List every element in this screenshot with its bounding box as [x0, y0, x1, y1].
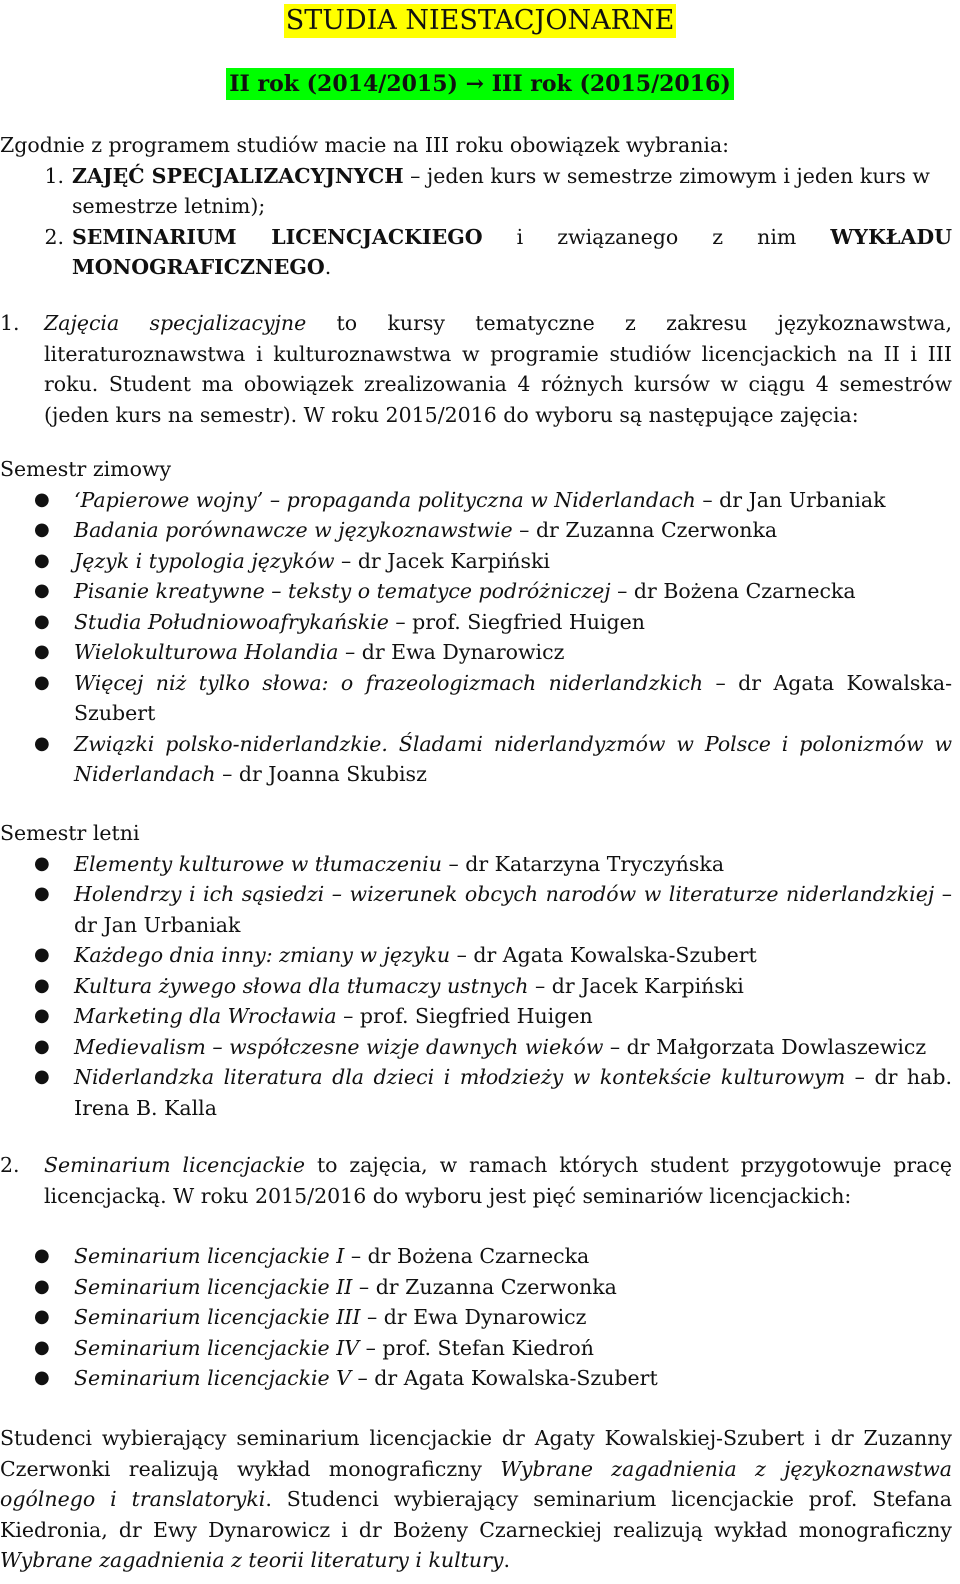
list-item [0, 1333, 952, 1364]
list-item [0, 222, 952, 283]
course-teacher: – dr Agata Kowalska-Szubert [450, 943, 757, 967]
course-entry [74, 1032, 952, 1063]
bullet-icon: ● [34, 610, 50, 632]
course-entry [74, 879, 952, 940]
list-item [0, 1001, 952, 1032]
bullet-icon: ● [34, 549, 50, 571]
course-title: Niderlandzka literatura dla dzieci i młodzieży w kontekście kulturowym [74, 1065, 846, 1089]
bullet-icon: ● [34, 1066, 50, 1087]
winter-course-list [0, 485, 952, 790]
section-text [44, 308, 952, 430]
bullet-icon: ● [34, 1245, 50, 1266]
course-title: Marketing dla Wrocławia [74, 1004, 337, 1028]
seminar-teacher: – prof. Stefan Kiedroń [359, 1335, 594, 1360]
seminar-entry [74, 1363, 952, 1394]
section-term: Zajęcia specjalizacyjne [44, 311, 307, 335]
item-bold: SEMINARIUM LICENCJACKIEGO [72, 224, 483, 249]
seminar-entry [74, 1241, 952, 1272]
bullet-icon: ● [34, 1005, 50, 1026]
section-2-paragraph [0, 1150, 952, 1211]
summer-semester [0, 818, 952, 1123]
seminar-title: Seminarium licencjackie IV [74, 1335, 360, 1360]
lecture-title-1: Wybrane zagadnienia z językoznawstwa ogólnego i translatoryki [0, 1456, 953, 1511]
arrow-icon: → [465, 71, 485, 97]
title-row [0, 4, 960, 38]
course-entry [74, 607, 952, 638]
list-item [0, 1302, 952, 1333]
bullet-icon: ● [34, 1035, 50, 1057]
course-teacher: – dr Jacek Karpiński [334, 548, 550, 573]
item-text [72, 161, 952, 222]
list-item [0, 668, 952, 729]
lecture-title-2: Wybrane zagadnienia z teorii literatury i kultury [0, 1548, 504, 1572]
closing-paragraph [0, 1423, 952, 1576]
course-title: Badania porównawcze w językoznawstwie [74, 518, 513, 542]
bullet-icon: ● [34, 1367, 50, 1388]
course-title: Studia Południowoafrykańskie [74, 609, 389, 634]
course-entry [74, 1001, 952, 1032]
course-entry [74, 729, 952, 790]
section-term: Seminarium licencjackie [44, 1153, 306, 1177]
course-title: Związki polsko-niderlandzkie. Śladami niderlandyzmów w Polsce i polonizmów w Niderlandach [74, 731, 952, 786]
course-teacher: – dr hab. Irena B. Kalla [74, 1065, 952, 1120]
bullet-icon: ● [34, 974, 50, 996]
section-number: 2. [0, 1153, 20, 1177]
section-text [44, 1150, 952, 1211]
course-entry [74, 576, 952, 607]
course-entry [74, 668, 952, 729]
closing-text-2: . Studenci wybierający seminarium licencjackie prof. Stefana Kiedronia, dr Ewy Dynarowicz i dr Bożeny Czarneckiej realizują wykład monograficzny [0, 1487, 952, 1542]
list-item [0, 1363, 952, 1394]
section-body: to kursy tematyczne z zakresu językoznawstwa, literaturoznawstwa i kulturoznawstwa w programie studiów licencjackich na II i III roku. Student ma obowiązek zrealizowania 4 różnych kursów w ciągu 4 semestrów (jeden kurs na semestr). W roku 2015/2016 do wyboru są następujące zajęcia: [44, 311, 952, 427]
section-2 [0, 1150, 952, 1394]
seminar-entry [74, 1272, 952, 1303]
bullet-icon: ● [34, 852, 50, 874]
subtitle-row [0, 68, 960, 100]
course-title: Holendrzy i ich sąsiedzi – wizerunek obcych narodów w literaturze niderlandzkiej [74, 882, 935, 906]
course-teacher: – dr Jacek Karpiński [528, 973, 744, 998]
course-entry [74, 546, 952, 577]
list-item [0, 546, 952, 577]
list-item [0, 729, 952, 790]
years-to: III rok (2015/2016) [491, 71, 731, 97]
course-teacher: – dr Agata Kowalska-Szubert [74, 670, 952, 725]
list-item [0, 1062, 952, 1123]
closing-section [0, 1423, 952, 1576]
item-number: 1. [44, 163, 64, 188]
course-teacher: – prof. Siegfried Huigen [336, 1004, 593, 1028]
bullet-icon: ● [34, 1275, 50, 1297]
course-title: Elementy kulturowe w tłumaczeniu [74, 851, 442, 876]
list-item [0, 1272, 952, 1303]
seminar-entry [74, 1333, 952, 1364]
course-teacher: – dr Joanna Skubisz [215, 762, 427, 786]
course-title: Każdego dnia inny: zmiany w języku [74, 943, 451, 967]
course-entry [74, 971, 952, 1002]
seminar-list [0, 1241, 952, 1394]
list-item [0, 161, 952, 222]
course-teacher: – dr Jan Urbaniak [74, 882, 952, 937]
section-body: to zajęcia, w ramach których student przygotowuje pracę licencjacką. W roku 2015/2016 do wyboru jest pięć seminariów licencjackich: [44, 1153, 952, 1208]
seminar-teacher: – dr Agata Kowalska-Szubert [351, 1366, 658, 1390]
list-item [0, 576, 952, 607]
bullet-icon: ● [34, 641, 50, 662]
course-teacher: – dr Ewa Dynarowicz [338, 640, 565, 664]
course-entry [74, 515, 952, 546]
bullet-icon: ● [34, 488, 50, 510]
seminar-title: Seminarium licencjackie V [74, 1366, 352, 1390]
item-mid: i związanego z nim [482, 224, 831, 249]
item-rest: – jeden kurs w semestrze zimowym i jeden kurs w semestrze letnim); [72, 163, 930, 218]
winter-heading: Semestr zimowy [0, 457, 172, 481]
seminar-teacher: – dr Bożena Czarnecka [344, 1244, 590, 1268]
item-text [72, 222, 952, 283]
summer-course-list [0, 849, 952, 1124]
section-number: 1. [0, 311, 20, 335]
section-1 [0, 308, 952, 430]
intro-lead: Zgodnie z programem studiów macie na III roku obowiązek wybrania: [0, 133, 730, 157]
bullet-icon: ● [34, 732, 50, 754]
seminar-title: Seminarium licencjackie I [74, 1244, 345, 1268]
course-entry [74, 849, 952, 880]
year-range [226, 68, 734, 100]
list-item [0, 940, 952, 971]
course-entry [74, 940, 952, 971]
list-item [0, 485, 952, 516]
course-title: ‘Papierowe wojny’ – propaganda polityczna w Niderlandach [74, 487, 696, 512]
seminar-title: Seminarium licencjackie III [74, 1305, 361, 1329]
course-teacher: – dr Katarzyna Tryczyńska [441, 851, 725, 876]
summer-heading: Semestr letni [0, 821, 140, 845]
course-entry [74, 637, 952, 668]
course-teacher: – dr Małgorzata Dowlaszewicz [603, 1034, 927, 1059]
list-item [0, 1032, 952, 1063]
seminar-teacher: – dr Zuzanna Czerwonka [352, 1274, 617, 1299]
course-title: Kultura żywego słowa dla tłumaczy ustnych [74, 973, 529, 998]
item-bold-2: WYKŁADU MONOGRAFICZNEGO [72, 224, 952, 279]
intro-list [0, 161, 952, 283]
course-title: Pisanie kreatywne – teksty o tematyce podróżniczej [74, 579, 611, 603]
course-entry [74, 1062, 952, 1123]
course-title: Więcej niż tylko słowa: o frazeologizmach niderlandzkich [74, 670, 704, 695]
course-title: Medievalism – współczesne wizje dawnych wieków [74, 1034, 604, 1059]
course-teacher: – dr Jan Urbaniak [695, 487, 886, 512]
bullet-icon: ● [34, 944, 50, 965]
bullet-icon: ● [34, 1306, 50, 1327]
intro-section [0, 130, 952, 283]
item-end: . [324, 255, 332, 279]
list-item [0, 971, 952, 1002]
years-from: II rok (2014/2015) [229, 71, 458, 97]
course-teacher: – dr Bożena Czarnecka [610, 579, 856, 603]
course-title: Wielokulturowa Holandia [74, 640, 339, 664]
page-title: STUDIA NIESTACJONARNE [285, 5, 675, 36]
bullet-icon: ● [34, 580, 50, 601]
seminar-entry [74, 1302, 952, 1333]
section-1-paragraph [0, 308, 952, 430]
winter-semester [0, 454, 952, 790]
list-item [0, 637, 952, 668]
course-title: Język i typologia języków [74, 548, 335, 573]
bullet-icon: ● [34, 883, 50, 904]
course-entry [74, 485, 952, 516]
bullet-icon: ● [34, 671, 50, 693]
item-number: 2. [44, 224, 64, 249]
list-item [0, 607, 952, 638]
bullet-icon: ● [34, 1336, 50, 1358]
list-item [0, 515, 952, 546]
list-item [0, 849, 952, 880]
seminar-teacher: – dr Ewa Dynarowicz [360, 1305, 587, 1329]
closing-text-3: . [503, 1548, 510, 1572]
list-item [0, 879, 952, 940]
list-item [0, 1241, 952, 1272]
seminar-title: Seminarium licencjackie II [74, 1274, 353, 1299]
bullet-icon: ● [34, 519, 50, 540]
course-teacher: – prof. Siegfried Huigen [388, 609, 645, 634]
closing-text-1: Studenci wybierający seminarium licencjackie dr Agaty Kowalskiej-Szubert i dr Zuzanny Czerwonki realizują wykład monograficzny [0, 1426, 952, 1481]
course-teacher: – dr Zuzanna Czerwonka [512, 518, 778, 542]
item-bold: ZAJĘĆ SPECJALIZACYJNYCH [72, 163, 404, 188]
